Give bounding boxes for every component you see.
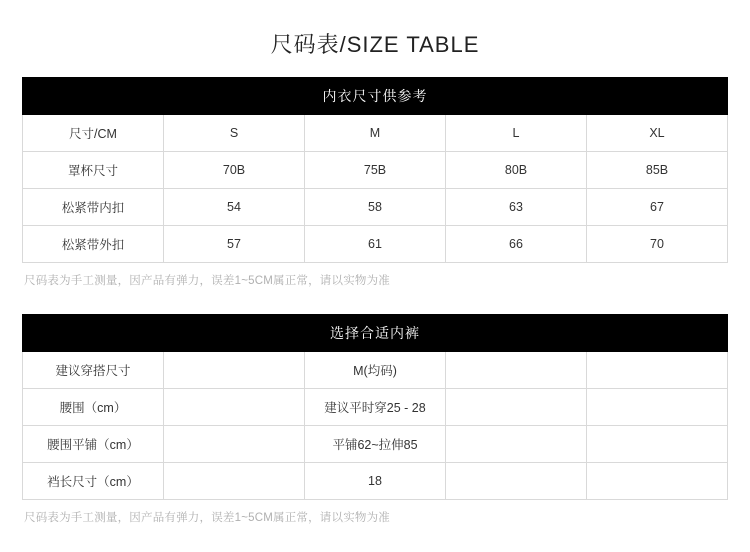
table-header-row — [23, 315, 728, 352]
table-cell: 58 — [305, 189, 446, 226]
row-label: 腰围平铺（cm） — [23, 426, 164, 463]
section-divider — [0, 288, 750, 314]
table-cell — [587, 352, 728, 389]
table-cell: 67 — [587, 189, 728, 226]
panty-size-table-wrap — [22, 314, 728, 500]
table-cell: 平铺62~拉伸85 — [305, 426, 446, 463]
table-cell — [164, 352, 305, 389]
column-header-3: L — [446, 115, 587, 152]
table-cell — [164, 389, 305, 426]
table-cell: 70B — [164, 152, 305, 189]
table-row — [23, 352, 728, 389]
table-cell: 63 — [446, 189, 587, 226]
table-cell: M(均码) — [305, 352, 446, 389]
table-row — [23, 115, 728, 152]
table-row — [23, 426, 728, 463]
table-cell: 建议平时穿25 - 28 — [305, 389, 446, 426]
table-cell: 75B — [305, 152, 446, 189]
bra-table-note: 尺码表为手工测量，因产品有弹力，误差1~5CM属正常，请以实物为准 — [24, 275, 390, 287]
panty-size-table — [22, 314, 728, 500]
row-label: 罩杯尺寸 — [23, 152, 164, 189]
table-cell — [164, 426, 305, 463]
table-header-row — [23, 78, 728, 115]
bra-size-table-wrap — [22, 77, 728, 263]
row-label: 松紧带内扣 — [23, 189, 164, 226]
table-cell: 80B — [446, 152, 587, 189]
row-label: 建议穿搭尺寸 — [23, 352, 164, 389]
table-cell — [587, 426, 728, 463]
table-row — [23, 189, 728, 226]
table-row — [23, 152, 728, 189]
panty-table-header: 选择合适内裤 — [23, 315, 728, 352]
row-label: 裆长尺寸（cm） — [23, 463, 164, 500]
row-label: 腰围（cm） — [23, 389, 164, 426]
table-cell — [587, 389, 728, 426]
table-cell — [446, 463, 587, 500]
table-cell: 18 — [305, 463, 446, 500]
row-label: 松紧带外扣 — [23, 226, 164, 263]
column-header-4: XL — [587, 115, 728, 152]
bra-size-table — [22, 77, 728, 263]
table-cell: 85B — [587, 152, 728, 189]
table-cell — [446, 352, 587, 389]
table-cell — [446, 426, 587, 463]
table-cell — [587, 463, 728, 500]
column-header-0: 尺寸/CM — [23, 115, 164, 152]
table-cell: 54 — [164, 189, 305, 226]
column-header-1: S — [164, 115, 305, 152]
column-header-2: M — [305, 115, 446, 152]
page-title: 尺码表/SIZE TABLE — [270, 32, 480, 57]
table-row — [23, 226, 728, 263]
table-row — [23, 463, 728, 500]
panty-table-note: 尺码表为手工测量，因产品有弹力，误差1~5CM属正常，请以实物为准 — [24, 512, 390, 524]
table-cell: 61 — [305, 226, 446, 263]
table-row — [23, 389, 728, 426]
table-cell — [446, 389, 587, 426]
table-cell: 70 — [587, 226, 728, 263]
table-cell — [164, 463, 305, 500]
table-cell: 57 — [164, 226, 305, 263]
table-cell: 66 — [446, 226, 587, 263]
bra-table-header: 内衣尺寸供参考 — [23, 78, 728, 115]
